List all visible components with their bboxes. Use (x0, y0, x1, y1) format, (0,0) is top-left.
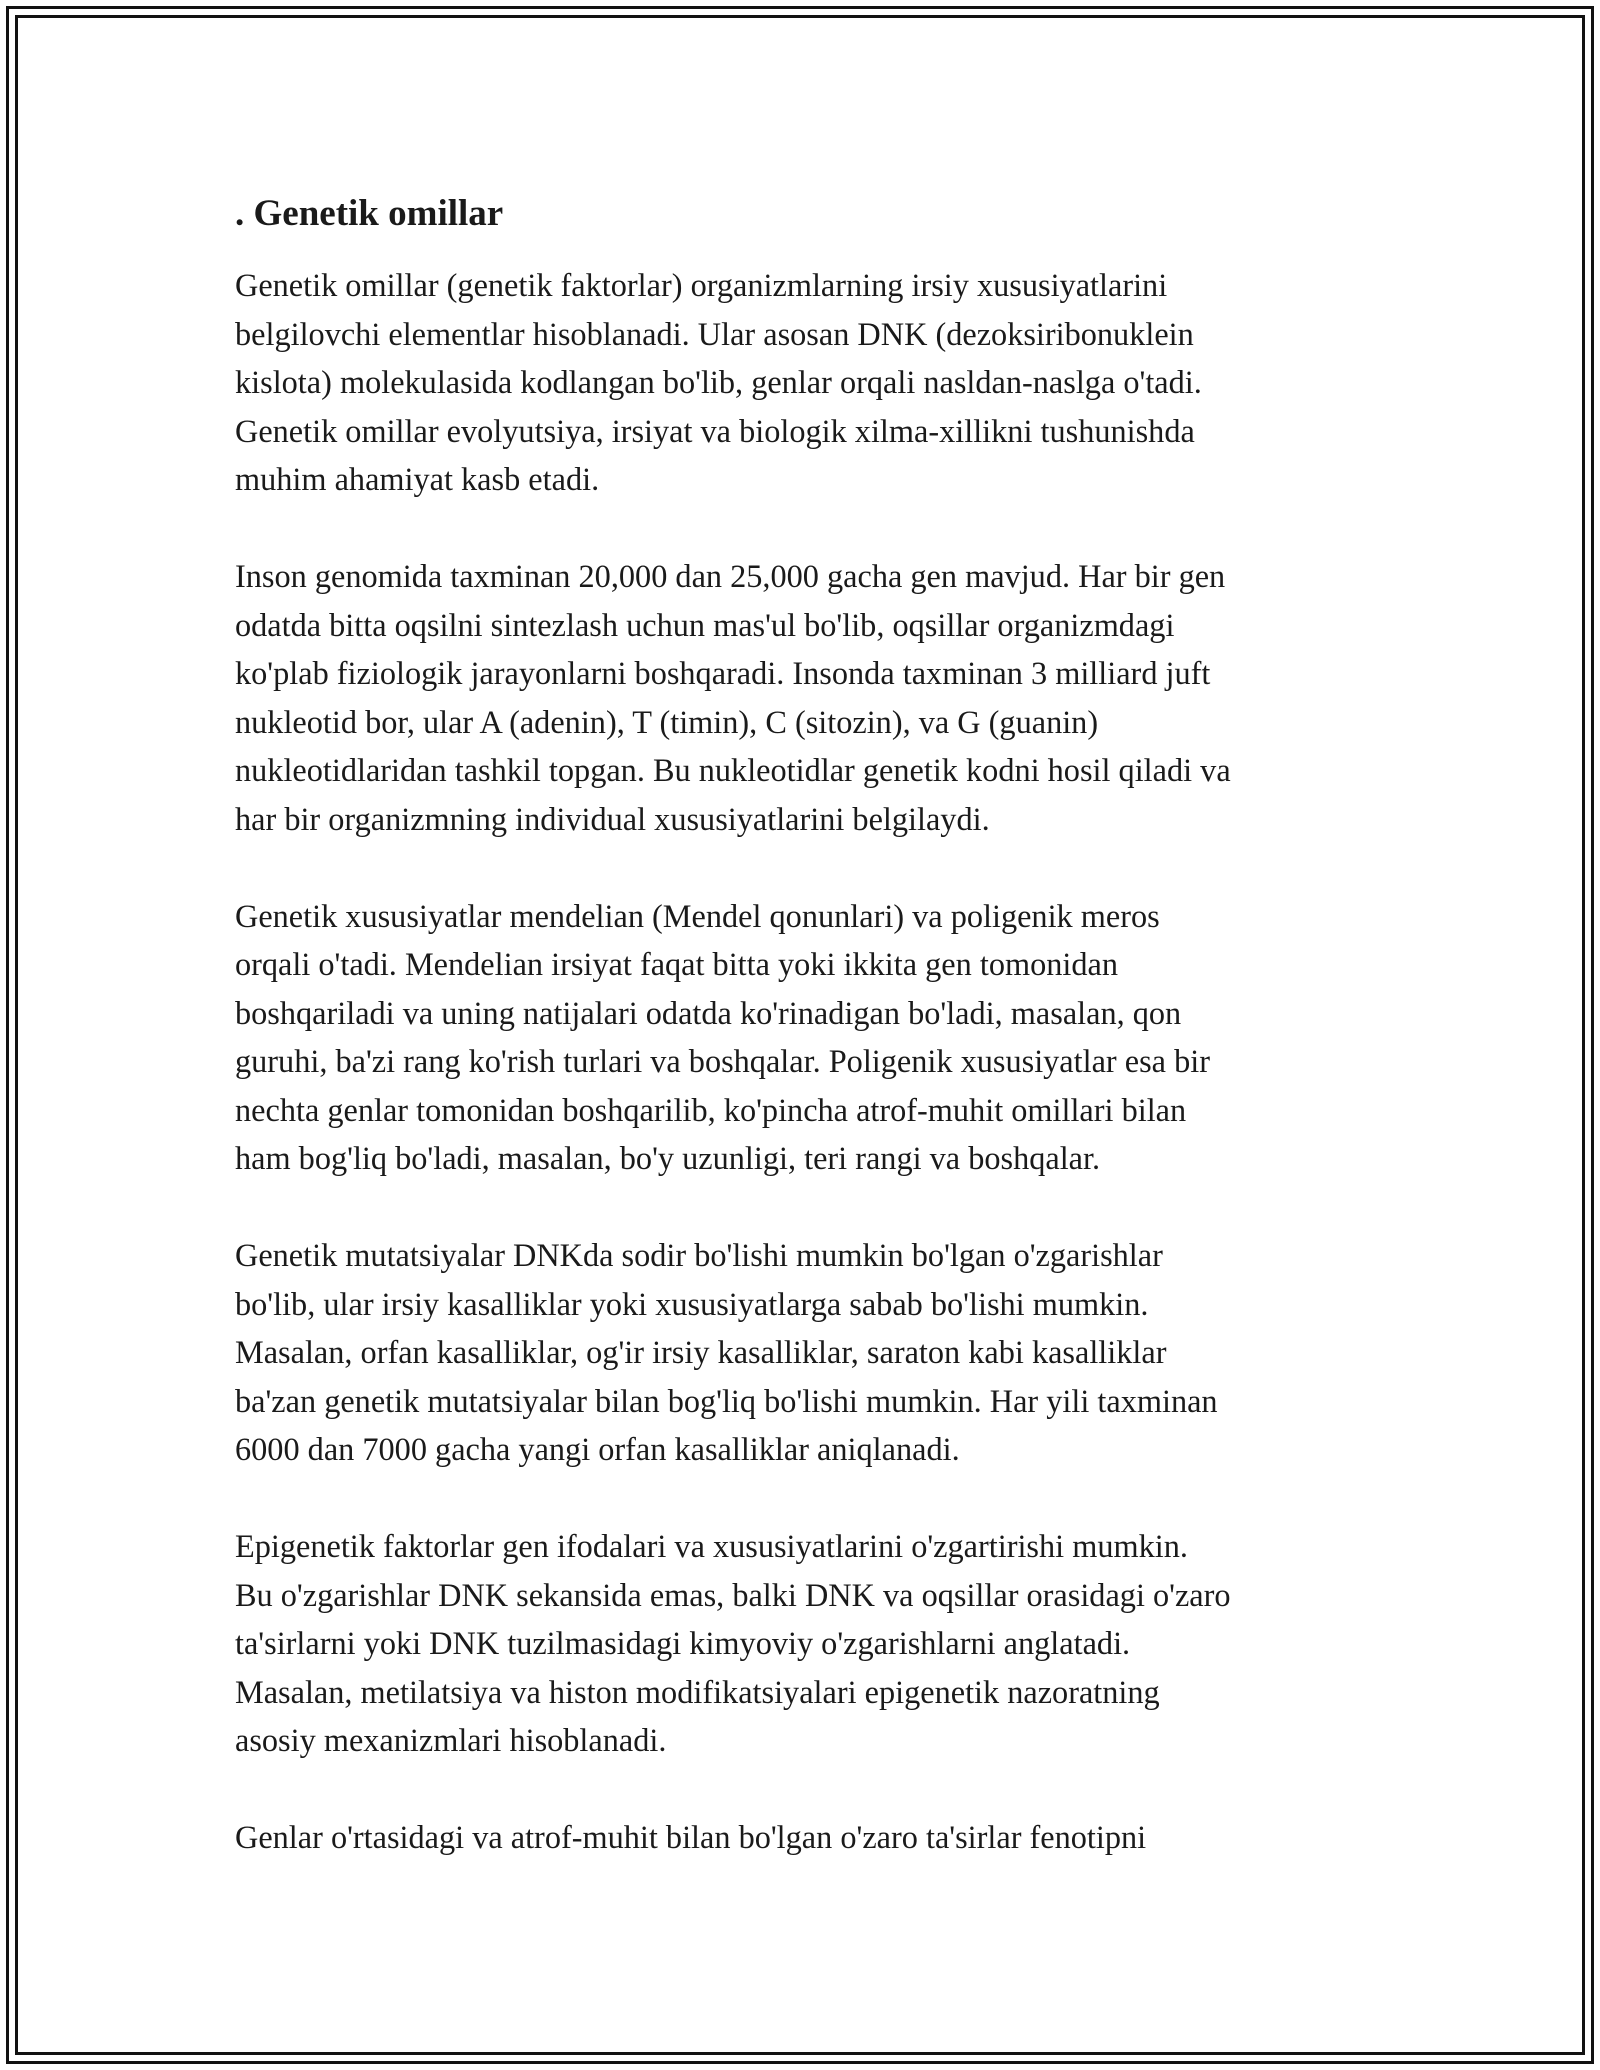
paragraph-line: Genetik omillar evolyutsiya, irsiyat va biologik xilma-xillikni tushunishda (235, 412, 1195, 449)
paragraph (235, 261, 1375, 504)
paragraph (235, 1813, 1375, 1862)
paragraph-line: Genlar o'rtasidagi va atrof-muhit bilan bo'lgan o'zaro ta'sirlar fenotipni (235, 1819, 1147, 1855)
paragraph-line: Masalan, orfan kasalliklar, og'ir irsiy kasalliklar, saraton kabi kasalliklar (235, 1334, 1167, 1370)
paragraph-list (235, 261, 1375, 1862)
paragraph-line: odatda bitta oqsilni sintezlash uchun mas'ul bo'lib, oqsillar organizmdagi (235, 606, 1175, 643)
paragraph-line: ta'sirlarni yoki DNK tuzilmasidagi kimyoviy o'zgarishlarni anglatadi. (235, 1625, 1131, 1661)
paragraph-line: asosiy mexanizmlari hisoblanadi. (235, 1722, 667, 1758)
paragraph (235, 1522, 1375, 1765)
paragraph-line: Genetik omillar (genetik faktorlar) organizmlarning irsiy xususiyatlarini (235, 267, 1168, 303)
section-heading: . Genetik omillar (235, 193, 504, 234)
paragraph-line: bo'lib, ular irsiy kasalliklar yoki xususiyatlarga sabab bo'lishi mumkin. (235, 1285, 1149, 1322)
paragraph (235, 892, 1375, 1183)
paragraph-line: ba'zan genetik mutatsiyalar bilan bog'liq bo'lishi mumkin. Har yili taxminan (235, 1382, 1218, 1419)
paragraph-line: boshqariladi va uning natijalari odatda ko'rinadigan bo'ladi, masalan, qon (235, 994, 1182, 1031)
paragraph (235, 552, 1375, 843)
paragraph-line: ham bog'liq bo'ladi, masalan, bo'y uzunligi, teri rangi va boshqalar. (235, 1140, 1101, 1176)
paragraph-line: Epigenetik faktorlar gen ifodalari va xususiyatlarini o'zgartirishi mumkin. (235, 1528, 1188, 1564)
paragraph-line: har bir organizmning individual xususiyatlarini belgilaydi. (235, 800, 990, 837)
document-body (235, 186, 1375, 1910)
paragraph-line: muhim ahamiyat kasb etadi. (235, 461, 600, 497)
paragraph-line: nukleotid bor, ular A (adenin), T (timin), C (sitozin), va G (guanin) (235, 703, 1099, 740)
paragraph-line: 6000 dan 7000 gacha yangi orfan kasalliklar aniqlanadi. (235, 1431, 960, 1467)
paragraph (235, 1231, 1375, 1474)
paragraph-line: guruhi, ba'zi rang ko'rish turlari va boshqalar. Poligenik xususiyatlar esa bir (235, 1043, 1210, 1079)
paragraph-line: orqali o'tadi. Mendelian irsiyat faqat bitta yoki ikkita gen tomonidan (235, 946, 1119, 982)
paragraph-line: nechta genlar tomonidan boshqarilib, ko'pincha atrof-muhit omillari bilan (235, 1091, 1187, 1128)
paragraph-line: kislota) molekulasida kodlangan bo'lib, genlar orqali nasldan-naslga o'tadi. (235, 364, 1202, 400)
paragraph-line: Genetik xususiyatlar mendelian (Mendel qonunlari) va poligenik meros (235, 897, 1160, 934)
paragraph-line: Genetik mutatsiyalar DNKda sodir bo'lishi mumkin bo'lgan o'zgarishlar (235, 1237, 1163, 1273)
paragraph-line: nukleotidlaridan tashkil topgan. Bu nukleotidlar genetik kodni hosil qiladi va (235, 752, 1231, 788)
paragraph-line: Masalan, metilatsiya va histon modifikatsiyalari epigenetik nazoratning (235, 1673, 1160, 1710)
paragraph-line: belgilovchi elementlar hisoblanadi. Ular asosan DNK (dezoksiribonuklein (235, 315, 1194, 352)
paragraph-line: Bu o'zgarishlar DNK sekansida emas, balki DNK va oqsillar orasidagi o'zaro (235, 1576, 1231, 1613)
paragraph-line: ko'plab fiziologik jarayonlarni boshqaradi. Insonda taxminan 3 milliard juft (235, 655, 1211, 691)
paragraph-line: Inson genomida taxminan 20,000 dan 25,000 gacha gen mavjud. Har bir gen (235, 558, 1226, 594)
